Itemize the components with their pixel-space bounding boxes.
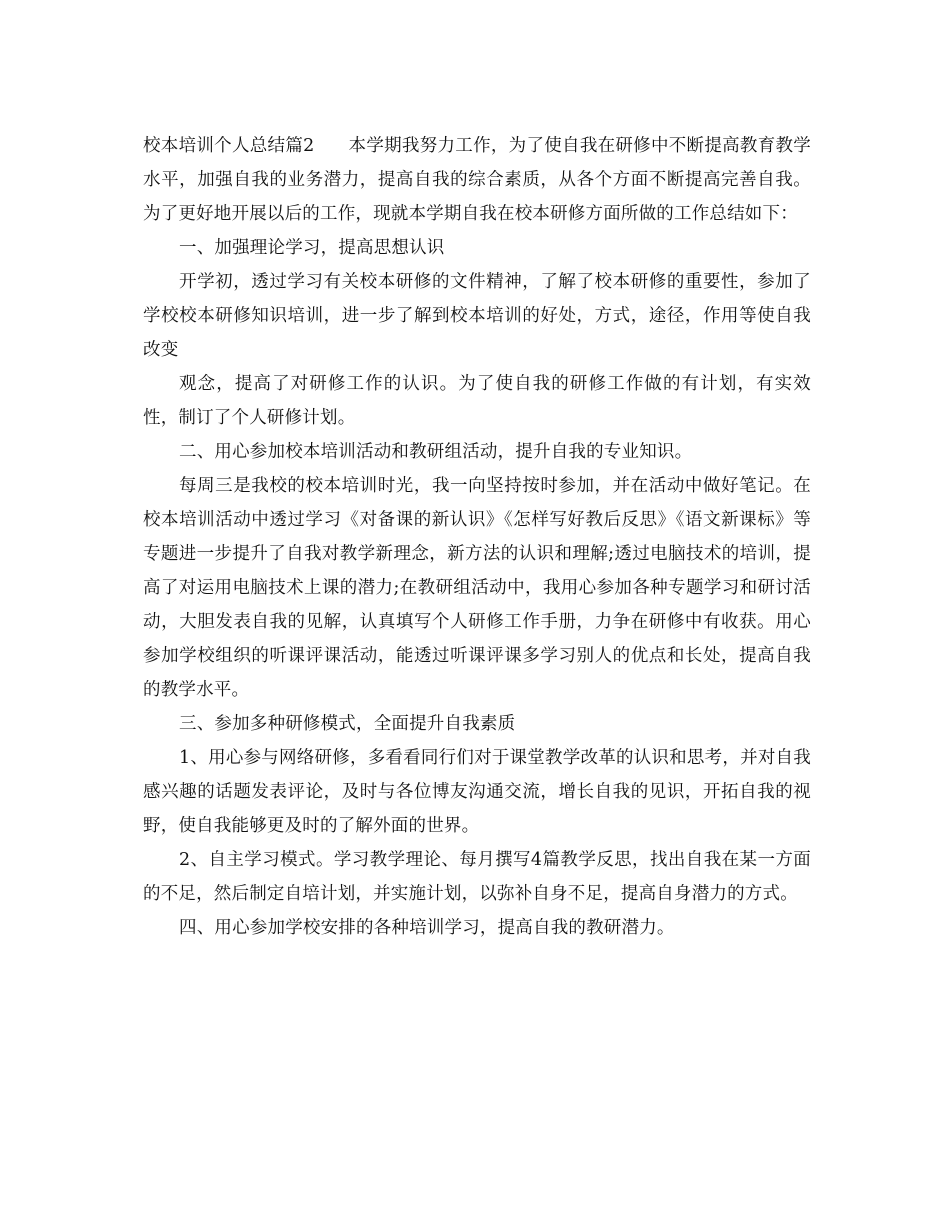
section-heading-4: 四、用心参加学校安排的各种培训学习，提高自我的教研潜力。 bbox=[179, 918, 675, 938]
intro-text: 本学期我努力工作，为了使自我在研修中不断提高教育教学水平，加强自我的业务潜力，提高自我的综合素质，从各个方面不断提高完善自我。为了更好地开展以后的工作，现就本学期自我在校本研修方面所做的工作总结如下： bbox=[143, 136, 811, 224]
body-paragraph: 观念，提高了对研修工作的认识。为了使自我的研修工作做的有计划，有实效性，制订了个人研修计划。 bbox=[143, 374, 811, 428]
document-page bbox=[143, 129, 811, 945]
section-heading-3: 三、参加多种研修模式，全面提升自我素质 bbox=[179, 714, 516, 734]
body-paragraph: 1、用心参与网络研修，多看看同行们对于课堂教学改革的认识和思考，并对自我感兴趣的话题发表评论，及时与各位博友沟通交流，增长自我的见识，开拓自我的视野，使自我能够更及时的了解外面的世界。 bbox=[143, 748, 811, 836]
section-heading-1: 一、加强理论学习，提高思想认识 bbox=[179, 238, 445, 258]
body-paragraph: 开学初，透过学习有关校本研修的文件精神，了解了校本研修的重要性，参加了学校校本研修知识培训，进一步了解到校本培训的好处，方式，途径，作用等使自我改变 bbox=[143, 272, 811, 360]
intro-paragraph bbox=[143, 129, 811, 231]
section-heading-2: 二、用心参加校本培训活动和教研组活动，提升自我的专业知识。 bbox=[179, 442, 693, 462]
body-paragraph: 2、自主学习模式。学习教学理论、每月撰写4篇教学反思，找出自我在某一方面的不足，然后制定自培计划，并实施计划，以弥补自身不足，提高自身潜力的方式。 bbox=[143, 850, 811, 904]
document-title: 校本培训个人总结篇2 bbox=[143, 136, 315, 156]
body-paragraph: 每周三是我校的校本培训时光，我一向坚持按时参加，并在活动中做好笔记。在校本培训活动中透过学习《对备课的新认识》《怎样写好教后反思》《语文新课标》等专题进一步提升了自我对教学新理念，新方法的认识和理解;透过电脑技术的培训，提高了对运用电脑技术上课的潜力;在教研组活动中，我用心参加各种专题学习和研讨活动，大胆发表自我的见解，认真填写个人研修工作手册，力争在研修中有收获。用心参加学校组织的听课评课活动，能透过听课评课多学习别人的优点和长处，提高自我的教学水平。 bbox=[143, 476, 811, 700]
